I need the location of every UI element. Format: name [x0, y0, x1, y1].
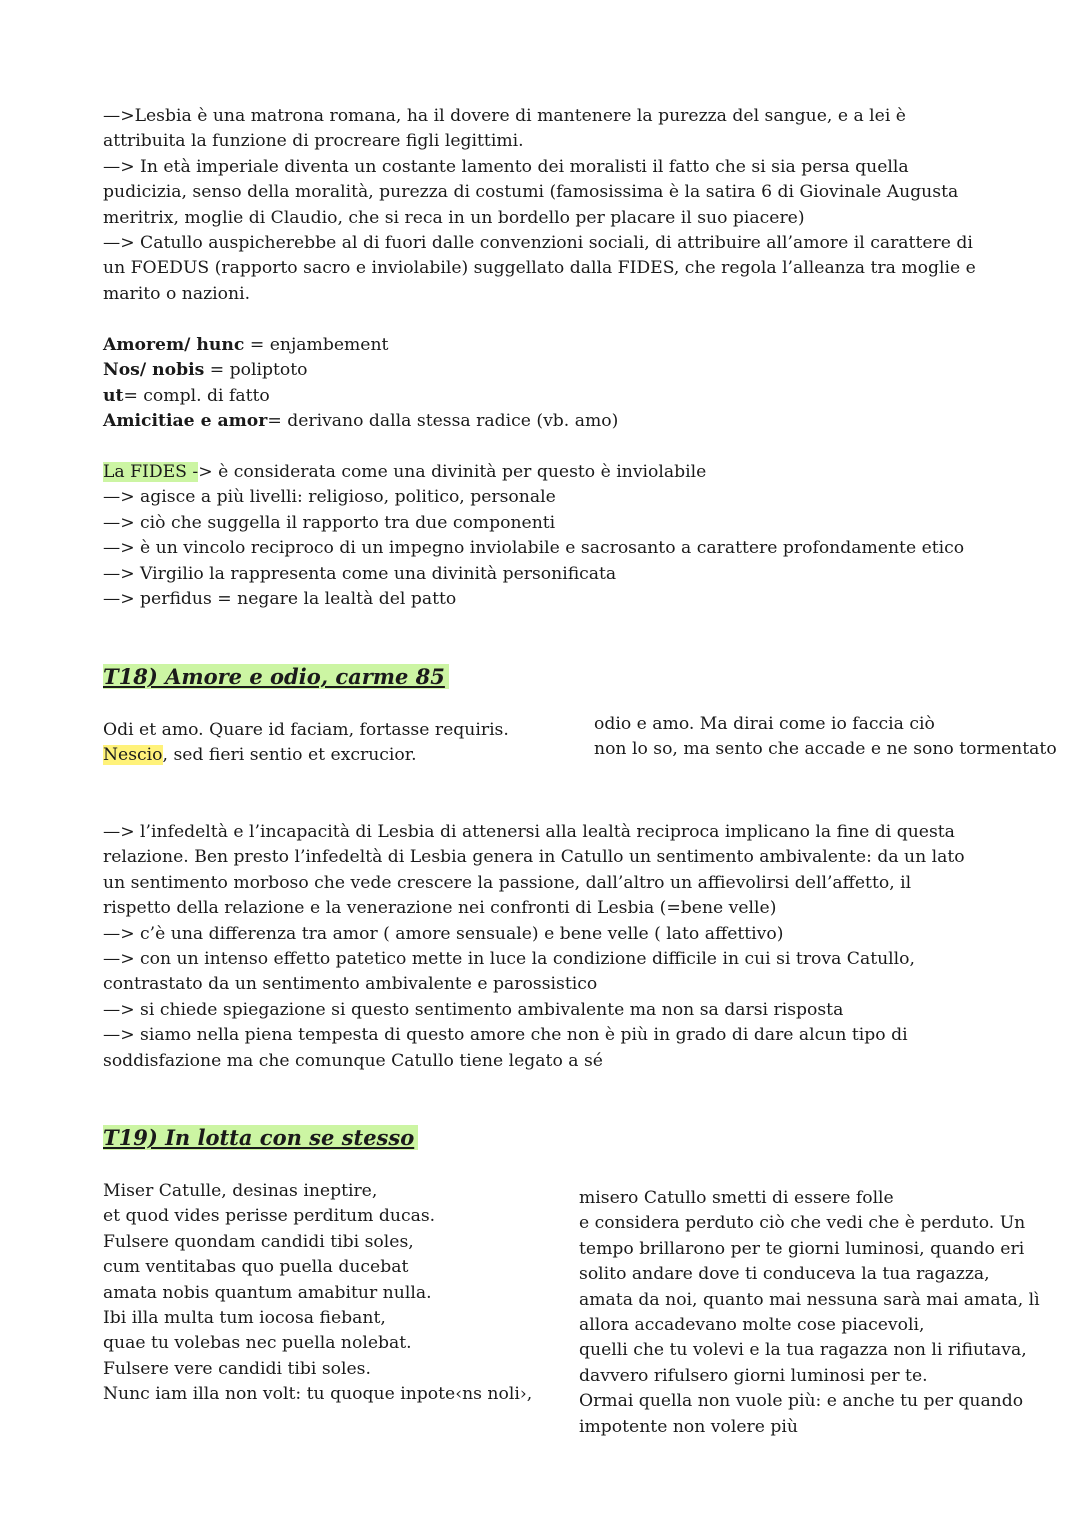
- t18-commentary: [103, 820, 1003, 1074]
- t19-translation-line: solito andare dove ti conduceva la tua ragazza,: [579, 1264, 990, 1285]
- nescio-highlight: Nescio: [103, 745, 163, 766]
- t19-title: T19) In lotta con se stesso: [103, 1125, 418, 1150]
- t19-translation-line: allora accadevano molte cose piacevoli,: [579, 1315, 925, 1336]
- intro-line: meritrix, moglie di Claudio, che si reca in un bordello per placare il suo piacere): [103, 207, 805, 228]
- commentary-line: soddisfazione ma che comunque Catullo tiene legato a sé: [103, 1050, 603, 1071]
- figure-item: [103, 358, 1003, 383]
- t18-title-wrap: [103, 662, 1003, 692]
- fides-point: —> agisce a più livelli: religioso, politico, personale: [103, 487, 556, 508]
- t19-latin-line: Fulsere vere candidi tibi soles.: [103, 1358, 371, 1379]
- intro-line: marito o nazioni.: [103, 283, 251, 304]
- t19-latin-line: cum ventitabas quo puella ducebat: [103, 1257, 409, 1278]
- figure-definition: = enjambement: [244, 335, 389, 355]
- intro-line: —>Lesbia è una matrona romana, ha il dovere di mantenere la purezza del sangue, e a lei è: [103, 106, 906, 126]
- figure-term: ut: [103, 385, 124, 406]
- t18-translation: [594, 712, 1057, 763]
- intro-line: attribuita la funzione di procreare figli legittimi.: [103, 131, 524, 152]
- t19-translation-line: quelli che tu volevi e la tua ragazza non li rifiutava,: [579, 1340, 1027, 1361]
- t19-latin: [103, 1179, 532, 1408]
- t19-latin-line: Ibi illa multa tum iocosa fiebant,: [103, 1308, 386, 1329]
- t19-title-wrap: [103, 1123, 1003, 1153]
- fides-point: —> ciò che suggella il rapporto tra due componenti: [103, 512, 556, 533]
- fides-heading-line: [103, 460, 1003, 485]
- intro-line: —> In età imperiale diventa un costante lamento dei moralisti il fatto che si sia persa quella: [103, 156, 909, 177]
- t19-translation-line: Ormai quella non vuole più: e anche tu per quando: [579, 1391, 1024, 1412]
- t18-latin-rest: , sed fieri sentio et excrucior.: [162, 745, 417, 766]
- t19-translation-line: impotente non volere più: [579, 1416, 798, 1437]
- intro-line: —> Catullo auspicherebbe al di fuori dalle convenzioni sociali, di attribuire all’amore il carattere di: [103, 233, 973, 254]
- commentary-line: rispetto della relazione e la venerazione nei confronti di Lesbia (=bene velle): [103, 898, 777, 919]
- t19-translation: [579, 1186, 1040, 1440]
- commentary-line: relazione. Ben presto l’infedeltà di Lesbia genera in Catullo un sentimento ambivalente: da un lato: [103, 847, 965, 868]
- t19-latin-line: Fulsere quondam candidi tibi soles,: [103, 1231, 414, 1252]
- t19-latin-line: amata nobis quantum amabitur nulla.: [103, 1282, 432, 1303]
- t19-latin-line: Miser Catulle, desinas ineptire,: [103, 1181, 378, 1201]
- fides-point: —> perfidus = negare la lealtà del patto: [103, 589, 457, 610]
- t19-latin-line: quae tu volebas nec puella nolebat.: [103, 1333, 412, 1354]
- intro-line: un FOEDUS (rapporto sacro e inviolabile) suggellato dalla FIDES, che regola l’alleanza tra moglie e: [103, 258, 976, 279]
- commentary-line: contrastato da un sentimento ambivalente e parossistico: [103, 974, 598, 995]
- fides-point: —> Virgilio la rappresenta come una divinità personificata: [103, 563, 617, 584]
- fides-point: —> è un vincolo reciproco di un impegno inviolabile e sacrosanto a carattere profondamente etico: [103, 538, 965, 559]
- commentary-line: —> l’infedeltà e l’incapacità di Lesbia di attenersi alla lealtà reciproca implicano la fine di questa: [103, 822, 955, 842]
- t19-translation-line: misero Catullo smetti di essere folle: [579, 1188, 894, 1208]
- t18-latin: [103, 718, 509, 769]
- fides-first-rest: > è considerata come una divinità per questo è inviolabile: [198, 462, 707, 482]
- t19-translation-line: tempo brillarono per te giorni luminosi, quando eri: [579, 1238, 1025, 1259]
- t18-latin-line: Odi et amo. Quare id faciam, fortasse requiris.: [103, 720, 509, 740]
- figure-item: [103, 384, 1003, 409]
- figure-definition: = derivano dalla stessa radice (vb. amo): [267, 411, 619, 432]
- intro-line: pudicizia, senso della moralità, purezza di costumi (famosissima è la satira 6 di Giovinale Augusta: [103, 182, 959, 203]
- figure-item: [103, 333, 1003, 358]
- figure-item: [103, 409, 1003, 434]
- t19-latin-line: Nunc iam illa non volt: tu quoque inpote‹ns noli›,: [103, 1384, 533, 1405]
- t19-translation-line: davvero rifulsero giorni luminosi per te.: [579, 1365, 928, 1386]
- t18-translation-line: non lo so, ma sento che accade e ne sono tormentato: [594, 739, 1057, 760]
- fides-highlight: La FIDES -: [103, 462, 199, 482]
- t19-translation-line: e considera perduto ciò che vedi che è perduto. Un: [579, 1213, 1026, 1234]
- commentary-line: —> c’è una differenza tra amor ( amore sensuale) e bene velle ( lato affettivo): [103, 923, 784, 944]
- figure-term: Nos/ nobis: [103, 360, 205, 381]
- commentary-line: —> con un intenso effetto patetico mette in luce la condizione difficile in cui si trova Catullo,: [103, 949, 915, 970]
- fides-section: [103, 460, 1003, 612]
- t18-translation-line: odio e amo. Ma dirai come io faccia ciò: [594, 714, 935, 734]
- intro-paragraph: [103, 104, 1003, 307]
- t19-translation-line: amata da noi, quanto mai nessuna sarà mai amata, lì: [579, 1289, 1040, 1310]
- commentary-line: —> si chiede spiegazione si questo sentimento ambivalente ma non sa darsi risposta: [103, 999, 844, 1020]
- figure-term: Amicitiae e amor: [103, 411, 268, 432]
- figures-list: [103, 333, 1003, 435]
- figure-definition: = poliptoto: [204, 360, 308, 381]
- commentary-line: un sentimento morboso che vede crescere la passione, dall’altro un affievolirsi dell’affetto, il: [103, 872, 912, 893]
- t18-title: T18) Amore e odio, carme 85: [103, 664, 449, 689]
- t19-latin-line: et quod vides perisse perditum ducas.: [103, 1206, 436, 1227]
- figure-definition: = compl. di fatto: [123, 385, 270, 406]
- commentary-line: —> siamo nella piena tempesta di questo amore che non è più in grado di dare alcun tipo di: [103, 1025, 908, 1046]
- t18-latin-line: [103, 743, 509, 768]
- figure-term: Amorem/ hunc: [103, 335, 245, 355]
